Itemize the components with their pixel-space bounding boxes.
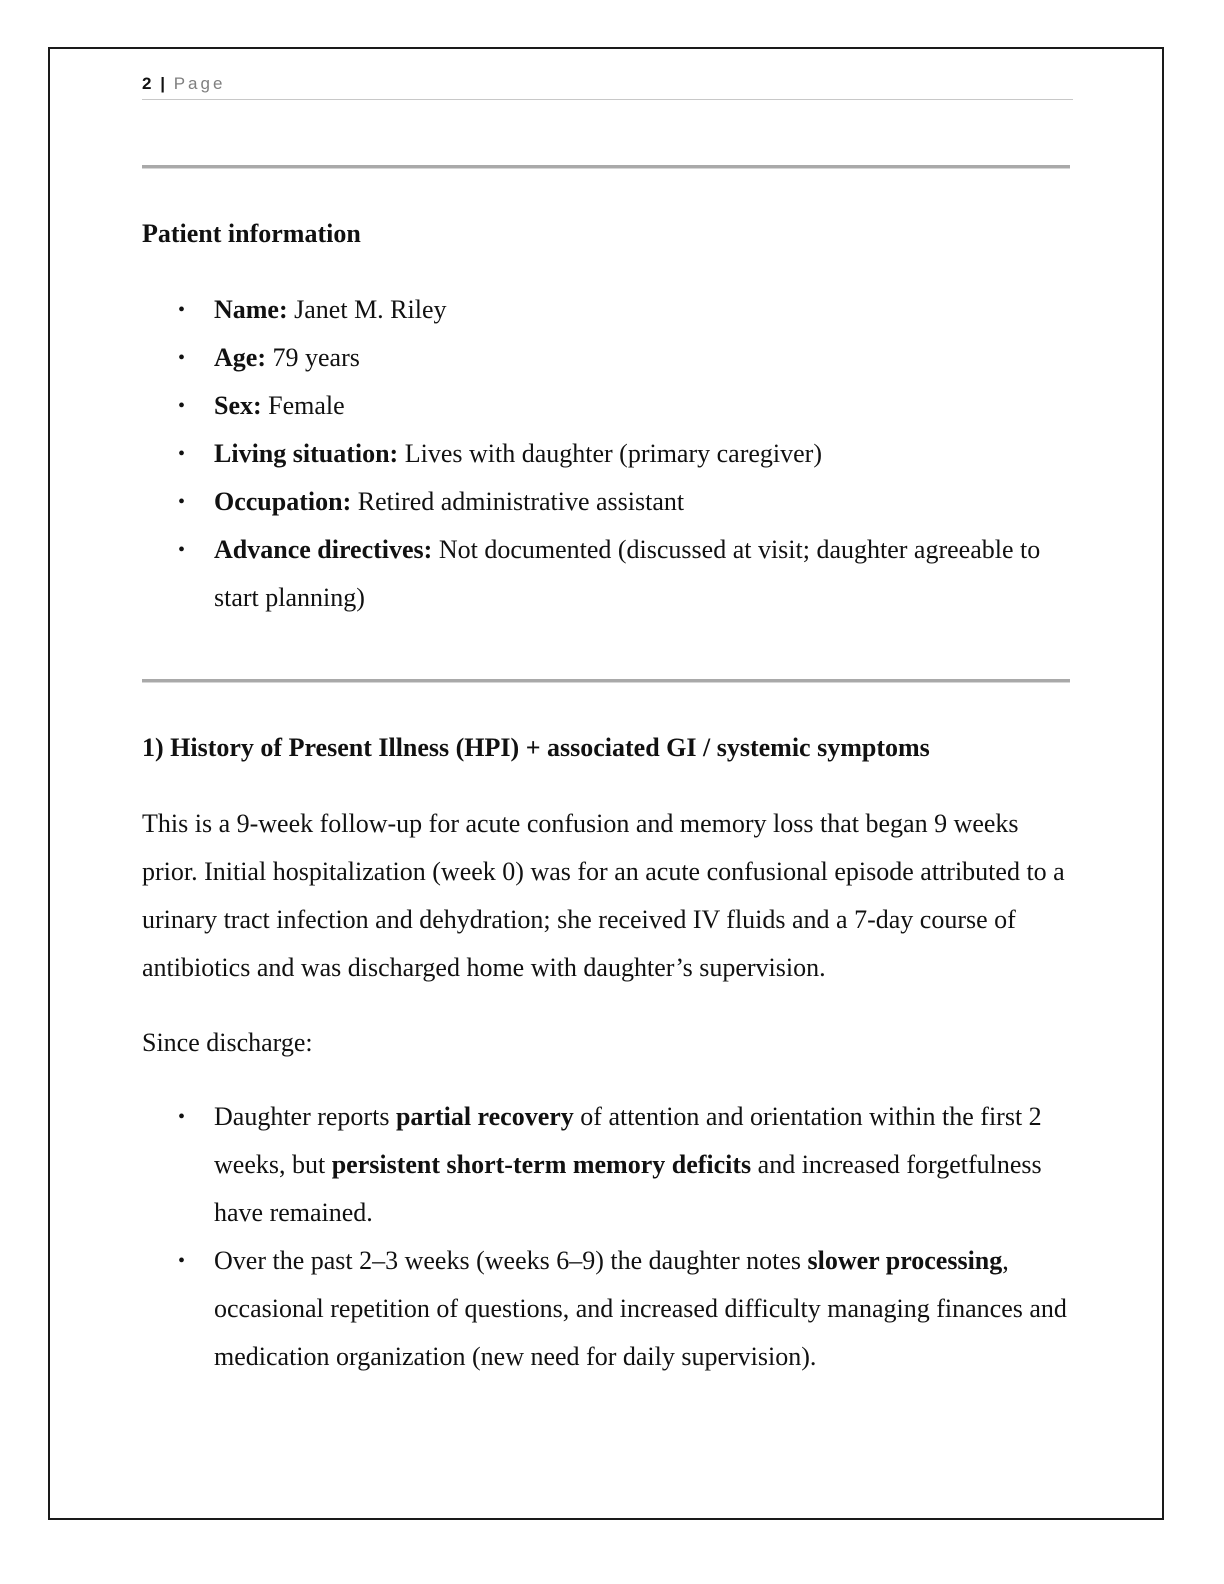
- item-label: Living situation:: [214, 439, 399, 468]
- item-emphasis: persistent short-term memory deficits: [331, 1150, 752, 1179]
- item-label: Age:: [214, 343, 266, 372]
- bullet-icon: •: [178, 491, 186, 513]
- item-label: Occupation:: [214, 487, 352, 516]
- patient-info-list: [142, 286, 1082, 622]
- bullet-icon: •: [178, 443, 186, 465]
- page-label: Page: [173, 74, 226, 93]
- item-emphasis: partial recovery: [395, 1102, 574, 1131]
- list-item: [142, 526, 1082, 622]
- list-item: [142, 382, 1082, 430]
- item-text: , occasional repetition of questions, and increased difficulty managing finances and medication organization (new need for daily supervision).: [214, 1246, 1067, 1371]
- item-value: Lives with daughter (primary caregiver): [404, 439, 822, 468]
- bullet-icon: •: [178, 539, 186, 561]
- item-label: Advance directives:: [214, 535, 433, 564]
- since-discharge-label: Since discharge:: [142, 1028, 313, 1057]
- since-discharge-list: [142, 1093, 1072, 1381]
- bullet-icon: •: [178, 347, 186, 369]
- bullet-icon: •: [178, 395, 186, 417]
- page-number: 2: [142, 74, 152, 93]
- list-item: [142, 430, 1082, 478]
- patient-info-heading: Patient information: [142, 219, 361, 248]
- item-text: and increased forgetfulness have remained.: [214, 1150, 1042, 1227]
- list-item: [142, 1093, 1072, 1237]
- bullet-icon: •: [178, 299, 186, 321]
- section-divider: [142, 679, 1070, 683]
- hpi-heading: 1) History of Present Illness (HPI) + associated GI / systemic symptoms: [142, 733, 930, 762]
- page-header: [142, 72, 1073, 100]
- item-label: Sex:: [214, 391, 262, 420]
- list-item: [142, 334, 1082, 382]
- item-value: Janet M. Riley: [294, 295, 447, 324]
- bullet-icon: •: [178, 1106, 186, 1128]
- item-text: of attention and orientation within the first 2 weeks, but: [214, 1102, 1042, 1179]
- item-value: Female: [268, 391, 345, 420]
- item-value: Retired administrative assistant: [357, 487, 685, 516]
- hpi-paragraph: This is a 9-week follow-up for acute confusion and memory loss that began 9 weeks prior. Initial hospitalization (week 0) was for an acute confusional episode attributed to a urinary tract infection and dehydration; she received IV fluids and a 7-day course of antibiotics and was discharged home with daughter’s supervision.: [142, 809, 1065, 982]
- list-item: [142, 286, 1082, 334]
- list-item: [142, 478, 1082, 526]
- section-divider: [142, 165, 1070, 169]
- item-text: Daughter reports: [214, 1102, 396, 1131]
- item-value: Not documented (discussed at visit; daughter agreeable to start planning): [214, 535, 1041, 612]
- item-emphasis: slower processing: [807, 1246, 1003, 1275]
- item-label: Name:: [214, 295, 288, 324]
- item-text: Over the past 2–3 weeks (weeks 6–9) the daughter notes: [214, 1246, 808, 1275]
- list-item: [142, 1237, 1072, 1381]
- item-value: 79 years: [272, 343, 360, 372]
- bullet-icon: •: [178, 1250, 186, 1272]
- header-separator: |: [160, 74, 165, 93]
